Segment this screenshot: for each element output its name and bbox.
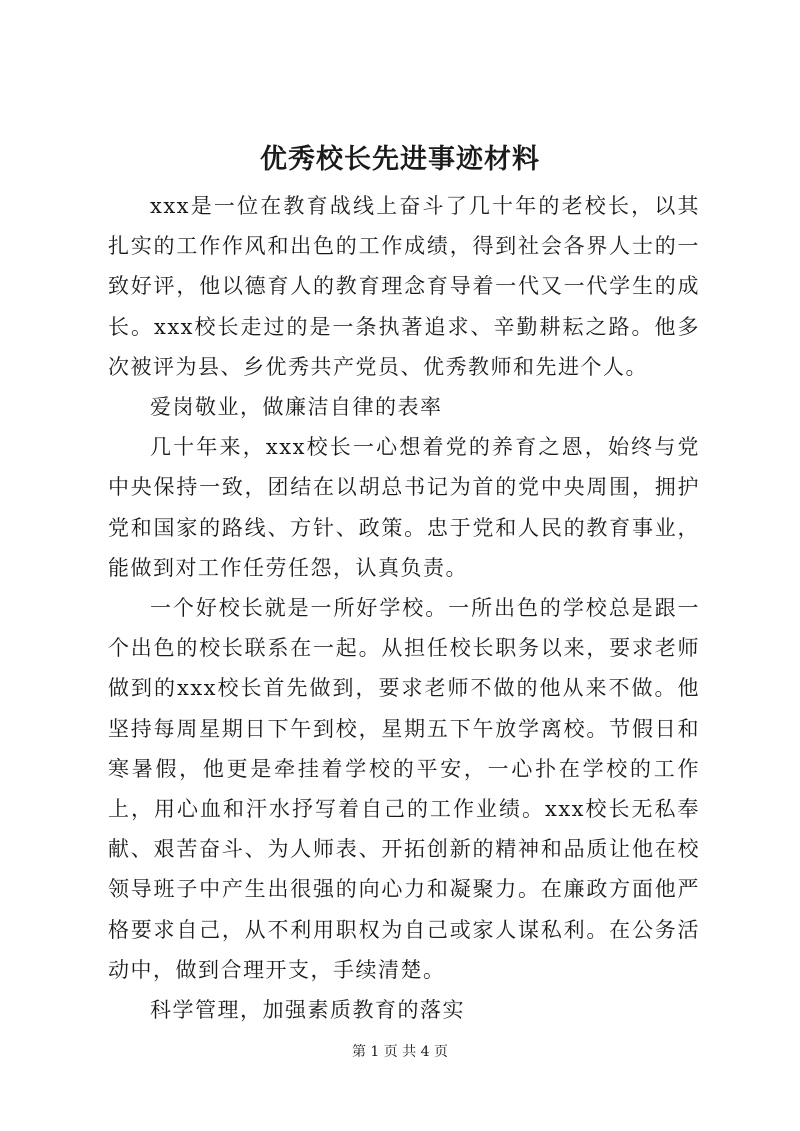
paragraph-loyalty: 几十年来，xxx校长一心想着党的养育之恩，始终与党中央保持一致，团结在以胡总书记为首的党中央周围，拥护党和国家的路线、方针、政策。忠于党和人民的教育事业，能做到对工作任劳任怨，认真负责。 bbox=[108, 435, 700, 580]
document-body bbox=[108, 186, 700, 1030]
section-heading-management: 科学管理，加强素质教育的落实 bbox=[150, 998, 465, 1023]
document-title: 优秀校长先进事迹材料 bbox=[260, 144, 540, 175]
page-footer: 第 1 页 共 4 页 bbox=[351, 1044, 449, 1060]
paragraph-good-principal: 一个好校长就是一所好学校。一所出色的学校总是跟一个出色的校长联系在一起。从担任校长职务以来，要求老师做到的xxx校长首先做到，要求老师不做的他从来不做。他坚持每周星期日下午到校，星期五下午放学离校。节假日和寒暑假，他更是牵挂着学校的平安，一心扑在学校的工作上，用心血和汗水抒写着自己的工作业绩。xxx校长无私奉献、艰苦奋斗、为人师表、开拓创新的精神和品质让他在校领导班子中产生出很强的向心力和凝聚力。在廉政方面他严格要求自己，从不利用职权为自己或家人谋私利。在公务活动中，做到合理开支，手续清楚。 bbox=[108, 596, 700, 982]
section-heading-dedication: 爱岗敬业，做廉洁自律的表率 bbox=[150, 395, 443, 420]
paragraph-intro: xxx是一位在教育战线上奋斗了几十年的老校长，以其扎实的工作作风和出色的工作成绩，得到社会各界人士的一致好评，他以德育人的教育理念育导着一代又一代学生的成长。xxx校长走过的是一条执著追求、辛勤耕耘之路。他多次被评为县、乡优秀共产党员、优秀教师和先进个人。 bbox=[108, 194, 700, 379]
